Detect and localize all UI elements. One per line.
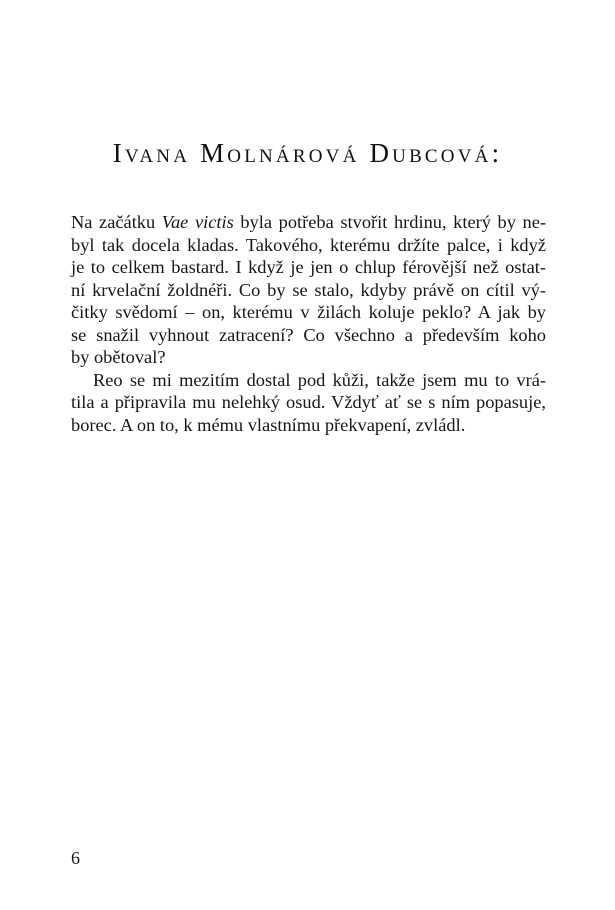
text-line: ní krvelační žoldnéři. Co by se stalo, kdyby právě on cítil vý- <box>71 279 546 300</box>
text-line: borec. A on to, k mému vlastnímu překvapení, zvládl. <box>71 414 466 435</box>
text-line: by obětoval? <box>71 347 166 367</box>
text-line: se snažil vyhnout zatracení? Co všechno a především koho <box>71 324 546 345</box>
book-title-italic: Vae victis <box>161 212 234 232</box>
text-line: čitky svědomí – on, kterému v žilách koluje peklo? A jak by <box>71 302 546 322</box>
text-line <box>71 211 546 234</box>
page-number: 6 <box>71 848 80 868</box>
text-run: Na začátku <box>71 212 162 232</box>
text-line: je to celkem bastard. I když je jen o chlup férovější než ostat- <box>71 257 546 277</box>
text-line: byl tak docela kladas. Takového, kterému držíte palce, i když <box>71 234 546 255</box>
text-line: Reo se mi mezitím dostal pod kůži, takže jsem mu to vrá- <box>93 369 546 390</box>
body-text <box>71 211 546 436</box>
text-line: tila a připravila mu nelehký osud. Vždyť ať se s ním popasuje, <box>71 392 546 412</box>
text-run: byla potřeba stvořit hrdinu, který by ne- <box>233 212 547 232</box>
chapter-heading: Ivana Molnárová Dubcová: <box>112 138 503 168</box>
